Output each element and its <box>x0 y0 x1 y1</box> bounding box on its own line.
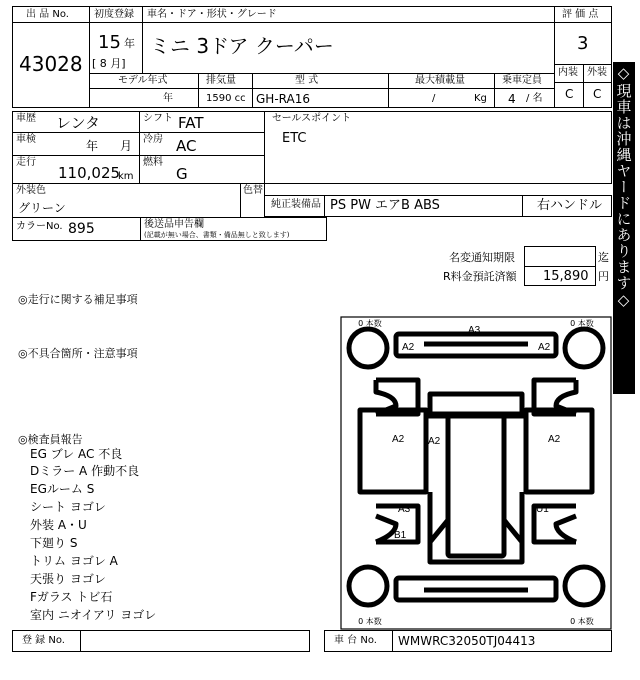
inspector-line: EGルーム S <box>30 482 95 496</box>
type-label: 型 式 <box>295 75 319 86</box>
type-value: GH-RA16 <box>256 92 310 106</box>
corner-label-br: 0 本数 <box>570 617 594 626</box>
chassis-value: WMWRC32050TJ04413 <box>398 634 536 648</box>
max-load-label: 最大積載量 <box>415 75 465 86</box>
capacity-unit: / 名 <box>526 93 543 104</box>
inspector-line: トリム ヨゴレ A <box>30 554 118 568</box>
chassis-label: 車 台 No. <box>334 635 377 646</box>
color-no-label: カラーNo. <box>16 221 63 232</box>
displacement-label: 排気量 <box>206 75 236 86</box>
vehicle-name-value: ミニ 3ドア クーパー <box>150 34 334 58</box>
max-load-slash: / <box>432 93 436 104</box>
inspector-line: 外装 A・U <box>30 518 87 532</box>
mileage-label: 走行 <box>16 157 36 168</box>
exterior-grade: C <box>593 87 602 101</box>
corner-label-bl: 0 本数 <box>358 617 382 626</box>
inspection-month-unit: 月 <box>120 139 133 153</box>
history-value: レンタ <box>56 114 101 132</box>
car-outline <box>349 329 603 605</box>
first-reg-month: [ 8 月] <box>92 57 126 70</box>
grade-label: 評 価 点 <box>562 9 599 20</box>
capacity-label: 乗車定員 <box>502 75 542 86</box>
corner-label-tr: 0 本数 <box>570 319 594 328</box>
recycle-unit: 円 <box>598 270 609 283</box>
inspector-line: EG ブレ AC 不良 <box>30 447 123 461</box>
shift-value: FAT <box>178 114 204 132</box>
recycle-label: R料金預託済額 <box>443 270 517 283</box>
side-banner-text: ◇現車は沖縄ヤードにあります◇ <box>614 64 633 310</box>
model-year-label: モデル年式 <box>118 75 168 86</box>
fuel-label: 燃料 <box>143 157 163 168</box>
fuel-value: G <box>176 165 188 183</box>
displacement-value: 1590 cc <box>206 93 246 104</box>
inspector-line: 室内 ニオイアリ ヨゴレ <box>30 608 157 622</box>
model-year-unit: 年 <box>163 93 173 104</box>
mark-a2-left-door: A2 <box>392 434 405 445</box>
mark-a2-front-right: A2 <box>538 342 551 353</box>
post-install-label: 後送品申告欄 <box>144 219 204 230</box>
color-change-label: 色替 <box>243 185 263 196</box>
inspector-line: シート ヨゴレ <box>30 500 106 514</box>
mark-a2-left-inner: A2 <box>428 436 441 447</box>
grade-value: 3 <box>577 33 589 54</box>
sales-point-label: セールスポイント <box>272 113 352 124</box>
running-notes-heading: ◎走行に関する補足事項 <box>18 293 138 306</box>
inspector-line: 天張り ヨゴレ <box>30 572 106 586</box>
equipment-label: 純正装備品 <box>271 199 321 210</box>
aircon-label: 冷房 <box>143 134 163 145</box>
mark-u1-rear-right: U1 <box>536 504 549 515</box>
inspector-line: Fガラス トビ石 <box>30 590 113 604</box>
lot-number-label: 出 品 No. <box>26 9 69 20</box>
exterior-label: 外装 <box>587 67 607 78</box>
history-label: 車歴 <box>16 113 36 124</box>
interior-grade: C <box>565 87 574 101</box>
inspector-report-heading: ◎検査員報告 <box>18 433 83 446</box>
inspection-label: 車検 <box>16 134 36 145</box>
first-reg-year-unit: 年 <box>124 37 135 50</box>
steering-value: 右ハンドル <box>537 198 603 213</box>
mileage-unit: km <box>118 171 134 182</box>
side-banner <box>613 62 635 394</box>
vehicle-name-label: 車名・ドア・形状・グレード <box>147 9 277 20</box>
recycle-value: 15,890 <box>543 269 589 284</box>
name-change-unit: 迄 <box>598 251 609 264</box>
inspection-year-unit: 年 <box>86 139 99 153</box>
equipment-value: PS PW エアB ABS <box>330 198 440 213</box>
mark-a2-right-door: A2 <box>548 434 561 445</box>
mark-a2-front-left: A2 <box>402 342 415 353</box>
defect-notes-heading: ◎不具合箇所・注意事項 <box>18 347 138 360</box>
name-change-box <box>524 246 596 267</box>
aircon-value: AC <box>176 137 197 155</box>
registration-label: 登 録 No. <box>22 635 65 646</box>
name-change-label: 名変通知期限 <box>449 251 515 264</box>
shift-label: シフト <box>143 113 173 124</box>
first-reg-year: 15 <box>98 32 121 53</box>
color-no-value: 895 <box>68 221 95 237</box>
max-load-unit: Kg <box>474 93 487 104</box>
interior-label: 内装 <box>558 67 578 78</box>
mark-a3-front: A3 <box>468 325 481 336</box>
lot-number-value: 43028 <box>19 52 83 76</box>
post-install-note: (記載が無い場合、書類・備品無しと致します) <box>144 231 290 239</box>
capacity-value: 4 <box>508 92 516 106</box>
sales-point-value: ETC <box>282 131 307 146</box>
mark-b1-rear-left: B1 <box>394 530 407 541</box>
car-diagram <box>340 316 612 630</box>
exterior-color-value: グリーン <box>18 201 66 215</box>
inspector-line: Dミラー A 作動不良 <box>30 464 140 478</box>
inspector-line: 下廻り S <box>30 536 78 550</box>
mark-a3-rear-left: A3 <box>398 504 411 515</box>
mileage-value: 110,025 <box>58 164 121 182</box>
exterior-color-label: 外装色 <box>16 185 46 196</box>
corner-label-tl: 0 本数 <box>358 319 382 328</box>
first-reg-label: 初度登録 <box>94 9 134 20</box>
